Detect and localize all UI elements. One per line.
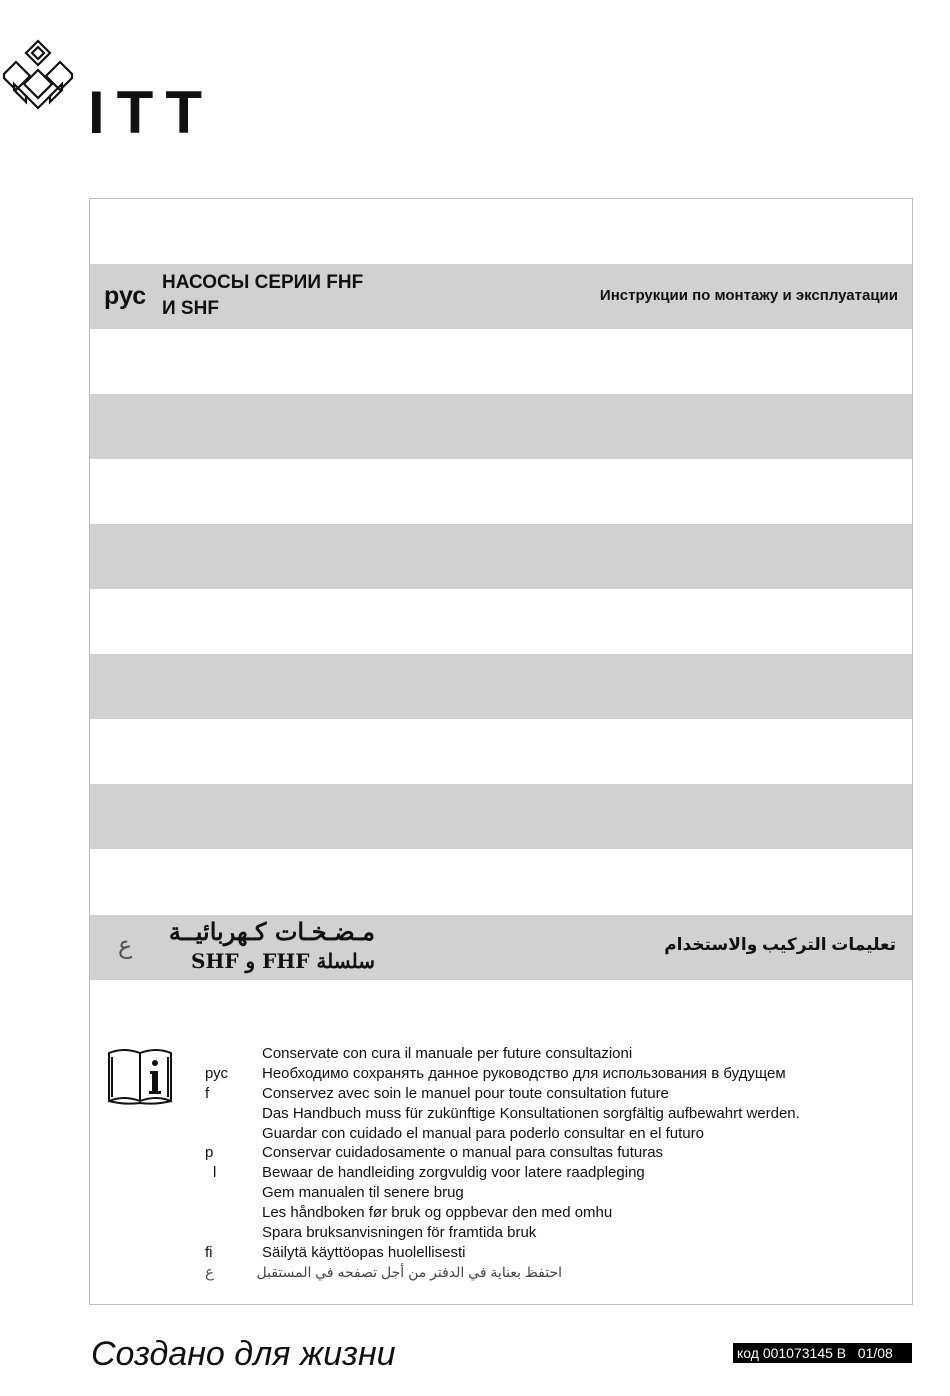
empty-band [90, 394, 912, 459]
notice-code [205, 1124, 255, 1144]
empty-band [90, 784, 912, 849]
notice-text: Conservez avec soin le manuel pour toute consultation future [262, 1084, 669, 1102]
title-band-russian [90, 264, 912, 329]
notice-text-arabic: احتفظ بعناية في الدفتر من أجل تصفحه في المستقبل [256, 1263, 562, 1280]
notice-text: Spara bruksanvisningen för framtida bruk [262, 1224, 537, 1242]
info-book-icon [106, 1045, 174, 1107]
brand-name: ITT [88, 79, 214, 146]
notice-code [205, 1223, 255, 1243]
itt-logo-icon [2, 38, 74, 114]
notice-text: Säilytä käyttöopas huolellisesti [262, 1243, 466, 1261]
notice-texts [256, 1044, 902, 1283]
language-code: рус [104, 282, 147, 310]
notice-code: рус [205, 1064, 229, 1082]
notice-text: Conservate con cura il manuale per future consultazioni [262, 1045, 633, 1062]
tagline: Создано для жизни [91, 1335, 396, 1373]
notice-code: ع [205, 1263, 214, 1281]
document-subtitle: Инструкции по монтажу и эксплуатации [599, 287, 898, 304]
empty-band [90, 524, 912, 589]
empty-band [90, 654, 912, 719]
arabic-product-title-line1: مـضـخـات كـهربائيــة [168, 917, 375, 946]
notice-text: Conservar cuidadosamente o manual para consultas futuras [262, 1144, 664, 1162]
notice-text: Необходимо сохранять данное руководство для использования в будущем [262, 1064, 786, 1082]
cover-frame [89, 198, 913, 1305]
arabic-language-code: ع [118, 932, 133, 959]
document-code-badge: код 001073145 B 01/08 [733, 1343, 912, 1363]
notice-code [205, 1203, 255, 1223]
notice-language-codes [205, 1044, 255, 1283]
arabic-product-title-line2: سلسلة FHF و SHF [191, 949, 375, 973]
notice-text: Das Handbuch muss für zukünftige Konsultationen sorgfältig aufbewahrt werden. [262, 1104, 800, 1122]
notice-code: f [205, 1084, 210, 1102]
product-title-line1: НАСОСЫ СЕРИИ FHF [162, 272, 364, 293]
notice-text: Guardar con cuidado el manual para poderlo consultar en el futuro [262, 1124, 704, 1142]
product-title [162, 270, 363, 322]
notice-code [205, 1104, 255, 1124]
title-band-arabic [90, 915, 912, 980]
notice-code: l [213, 1164, 217, 1182]
arabic-document-subtitle: تعليمات التركيب والاستخدام [664, 935, 896, 954]
notice-code [205, 1044, 255, 1064]
notice-code: fi [205, 1243, 213, 1261]
notice-text: Gem manualen til senere brug [262, 1184, 464, 1202]
notice-text: Les håndboken før bruk og oppbevar den med omhu [262, 1204, 613, 1222]
notice-code: p [205, 1144, 214, 1162]
product-title-line2: И SHF [162, 298, 219, 319]
notice-code [205, 1183, 255, 1203]
notice-text: Bewaar de handleiding zorgvuldig voor latere raadpleging [262, 1164, 645, 1182]
